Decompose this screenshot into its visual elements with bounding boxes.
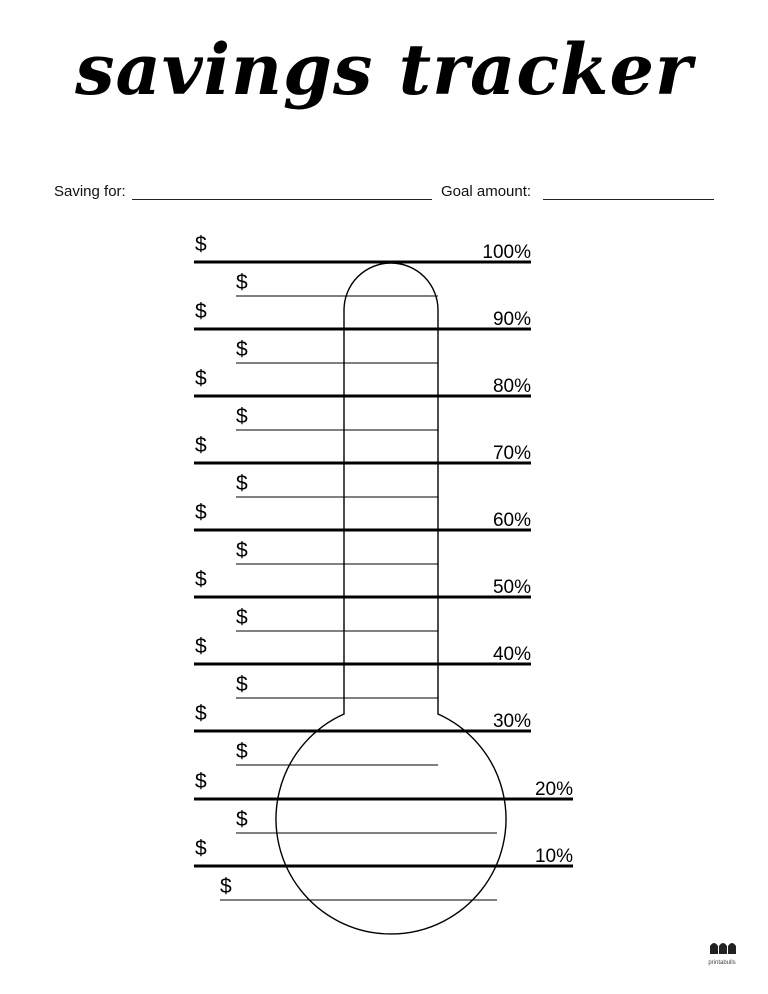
goal-amount-label: Goal amount: [441, 183, 532, 200]
major-amount-dollar[interactable]: $ [195, 233, 207, 256]
major-amount-dollar[interactable]: $ [195, 568, 207, 591]
major-amount-dollar[interactable]: $ [195, 300, 207, 323]
percent-label: 90% [492, 309, 531, 330]
minor-amount-dollar[interactable]: $ [236, 338, 248, 361]
minor-amount-dollar[interactable]: $ [236, 673, 248, 696]
minor-amount-dollar[interactable]: $ [236, 606, 248, 629]
major-amount-dollar[interactable]: $ [195, 434, 207, 457]
percent-label: 40% [492, 644, 531, 665]
logo-text: printabulls [708, 960, 736, 966]
major-amount-dollar[interactable]: $ [195, 501, 207, 524]
major-amount-dollar[interactable]: $ [195, 702, 207, 725]
major-amount-dollar[interactable]: $ [195, 635, 207, 658]
percent-label: 30% [492, 711, 531, 732]
percent-label: 80% [492, 376, 531, 397]
major-amount-dollar[interactable]: $ [195, 367, 207, 390]
percent-label: 50% [492, 577, 531, 598]
minor-amount-dollar[interactable]: $ [236, 271, 248, 294]
percent-label: 60% [492, 510, 531, 531]
minor-amount-dollar[interactable]: $ [236, 405, 248, 428]
percent-label: 70% [492, 443, 531, 464]
minor-amount-dollar[interactable]: $ [236, 740, 248, 763]
major-amount-dollar[interactable]: $ [195, 837, 207, 860]
percent-label: 100% [482, 242, 531, 263]
bull-icon [704, 940, 740, 960]
percent-label: 10% [534, 846, 573, 867]
saving-for-label: Saving for: [54, 183, 126, 200]
percent-label: 20% [534, 779, 573, 800]
minor-amount-dollar[interactable]: $ [236, 539, 248, 562]
printabulls-logo [704, 940, 740, 972]
minor-amount-dollar[interactable]: $ [236, 808, 248, 831]
major-amount-dollar[interactable]: $ [195, 770, 207, 793]
minor-amount-dollar[interactable]: $ [236, 472, 248, 495]
minor-amount-dollar[interactable]: $ [220, 875, 232, 898]
page-title: savings tracker [75, 28, 693, 111]
